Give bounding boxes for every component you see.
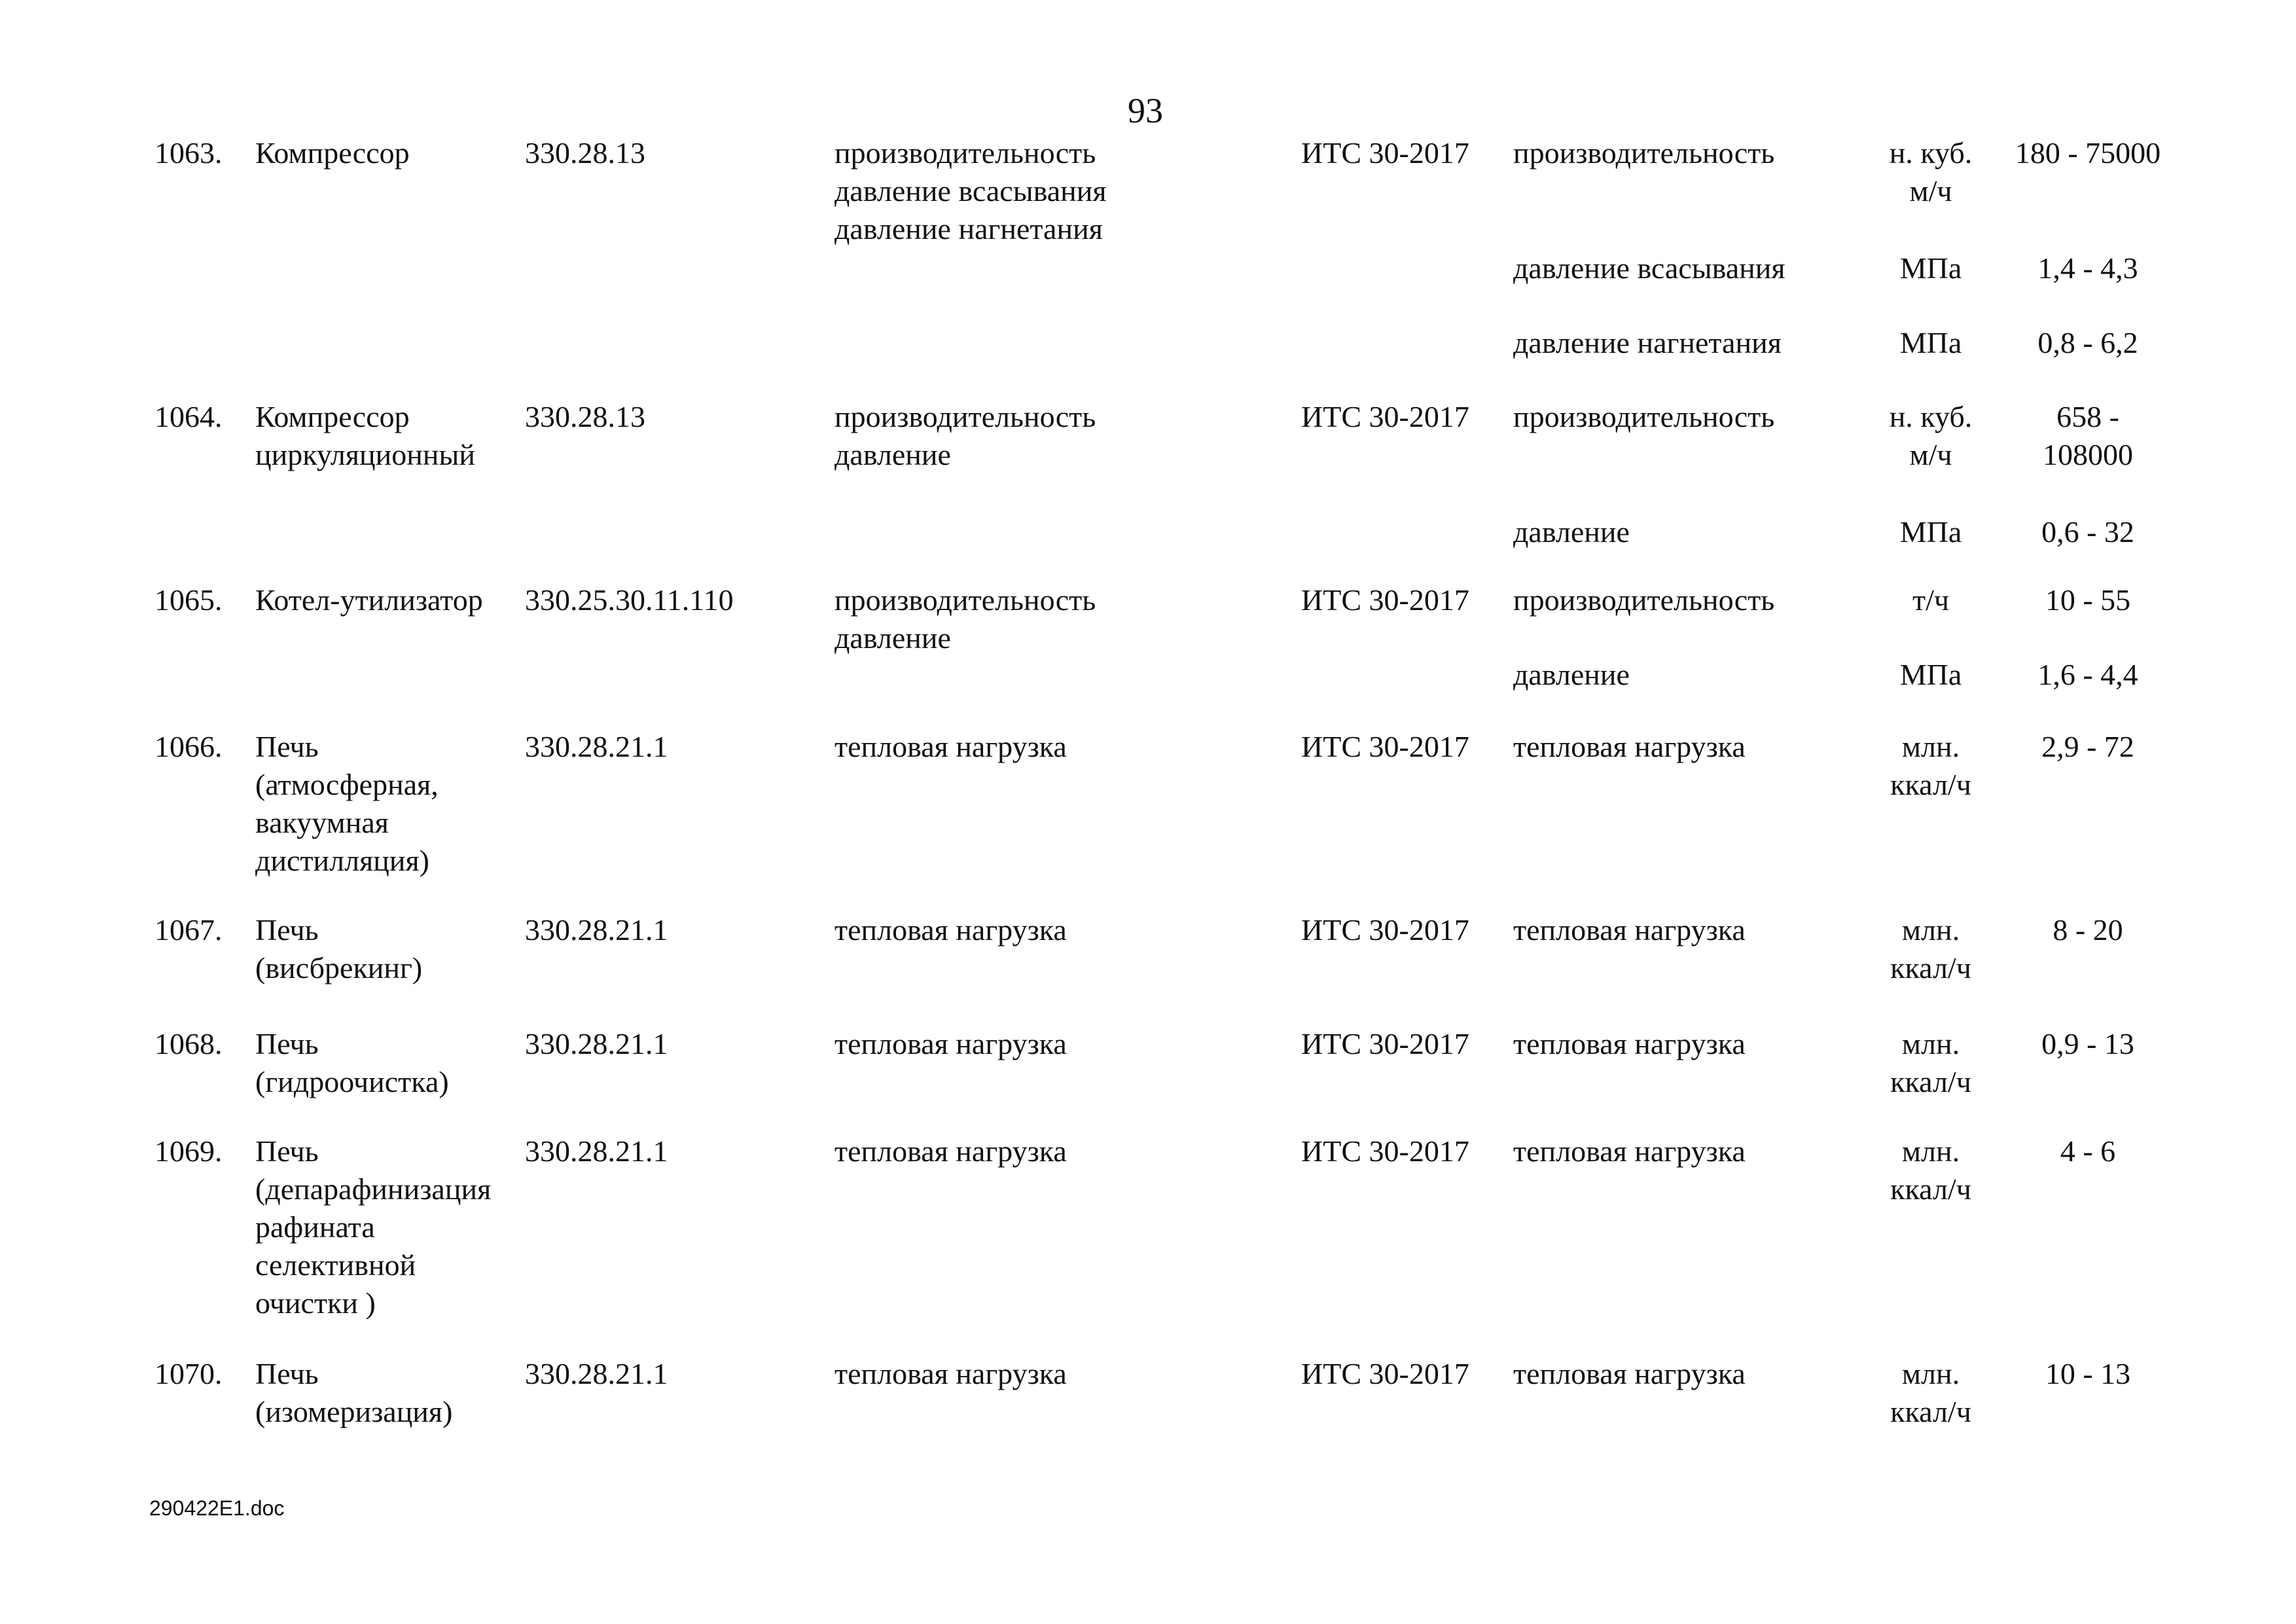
equipment-name xyxy=(255,134,410,172)
equipment-name xyxy=(255,911,422,987)
parameter-unit-line: ккал/ч xyxy=(1890,1172,1971,1206)
okpd-code: 330.28.21.1 xyxy=(525,1027,668,1060)
parameter-unit-line: млн. xyxy=(1901,730,1960,763)
okpd-code: 330.25.30.11.110 xyxy=(525,583,734,617)
footer-filename: 290422E1.doc xyxy=(149,1496,285,1520)
characteristics-line: производительность xyxy=(834,136,1096,170)
characteristics xyxy=(834,1025,1067,1063)
parameter-unit xyxy=(1885,1025,1977,1101)
characteristics-line: тепловая нагрузка xyxy=(834,730,1067,763)
characteristics-line: тепловая нагрузка xyxy=(834,1027,1067,1060)
reference-document: ИТС 30-2017 xyxy=(1301,1134,1469,1168)
parameter-range-line: 180 - 75000 xyxy=(2015,136,2161,170)
characteristics xyxy=(834,581,1096,657)
equipment-name-line: циркуляционный xyxy=(255,438,476,471)
characteristics-line: давление xyxy=(834,438,951,471)
parameter-range-line: 108000 xyxy=(2043,438,2133,471)
equipment-name-line: вакуумная xyxy=(255,806,389,839)
parameter-range xyxy=(1990,911,2186,949)
equipment-name-line: Компрессор xyxy=(255,400,410,433)
parameter-unit xyxy=(1885,1132,1977,1208)
characteristics-line: производительность xyxy=(834,400,1096,433)
parameter-name: производительность xyxy=(1513,136,1775,170)
okpd-code: 330.28.21.1 xyxy=(525,1357,668,1390)
parameter-range-line: 0,9 - 13 xyxy=(2041,1027,2134,1060)
parameter-name: давление всасывания xyxy=(1513,251,1785,285)
parameter-range xyxy=(1990,656,2186,694)
page-number: 93 xyxy=(1128,91,1163,130)
characteristics xyxy=(834,398,1096,474)
reference-document: ИТС 30-2017 xyxy=(1301,1027,1469,1060)
parameter-range xyxy=(1990,581,2186,619)
parameter-unit-line: н. куб. xyxy=(1889,136,1973,170)
equipment-name-line: (изомеризация) xyxy=(255,1395,453,1428)
characteristics-line: тепловая нагрузка xyxy=(834,1357,1067,1390)
okpd-code: 330.28.21.1 xyxy=(525,913,668,947)
equipment-name-line: (атмосферная, xyxy=(255,768,439,801)
equipment-name xyxy=(255,728,439,880)
equipment-name-line: (висбрекинг) xyxy=(255,951,423,984)
parameter-name: тепловая нагрузка xyxy=(1513,730,1746,763)
parameter-range-line: 4 - 6 xyxy=(2060,1134,2116,1168)
characteristics xyxy=(834,728,1067,766)
parameter-range-line: 8 - 20 xyxy=(2053,913,2123,947)
parameter-unit xyxy=(1885,728,1977,804)
equipment-name-line: селективной xyxy=(255,1248,416,1282)
parameter-unit xyxy=(1885,134,1977,210)
parameter-unit xyxy=(1885,324,1977,362)
parameter-unit-line: МПа xyxy=(1899,326,1962,359)
parameter-unit-line: МПа xyxy=(1899,658,1962,691)
parameter-range xyxy=(1990,513,2186,551)
parameter-name: давление xyxy=(1513,658,1630,691)
parameter-range-line: 1,4 - 4,3 xyxy=(2037,251,2138,285)
parameter-range xyxy=(1990,1025,2186,1063)
reference-document: ИТС 30-2017 xyxy=(1301,583,1469,617)
equipment-name xyxy=(255,581,483,619)
parameter-unit-line: МПа xyxy=(1899,515,1962,549)
parameter-range-line: 658 - xyxy=(2056,400,2119,433)
parameter-name: тепловая нагрузка xyxy=(1513,913,1746,947)
parameter-range-line: 0,6 - 32 xyxy=(2041,515,2134,549)
row-number: 1064. xyxy=(154,400,223,433)
equipment-name-line: очистки ) xyxy=(255,1286,376,1320)
characteristics-line: производительность xyxy=(834,583,1096,617)
characteristics xyxy=(834,1355,1067,1393)
equipment-name-line: Печь xyxy=(255,1134,319,1168)
equipment-name-line: Компрессор xyxy=(255,136,410,170)
parameter-unit-line: МПа xyxy=(1899,251,1962,285)
parameter-range-line: 0,8 - 6,2 xyxy=(2037,326,2138,359)
parameter-unit xyxy=(1885,656,1977,694)
equipment-name-line: дистилляция) xyxy=(255,844,429,877)
reference-document: ИТС 30-2017 xyxy=(1301,913,1469,947)
parameter-range-line: 10 - 13 xyxy=(2045,1357,2131,1390)
equipment-name-line: (депарафинизация xyxy=(255,1172,492,1206)
parameter-name: давление xyxy=(1513,515,1630,549)
okpd-code: 330.28.13 xyxy=(525,400,645,433)
parameter-range xyxy=(1990,728,2186,766)
parameter-unit-line: м/ч xyxy=(1909,438,1952,471)
equipment-name-line: Печь xyxy=(255,913,319,947)
parameter-unit-line: млн. xyxy=(1901,913,1960,947)
equipment-name-line: Котел-утилизатор xyxy=(255,583,483,617)
characteristics xyxy=(834,911,1067,949)
parameter-unit-line: ккал/ч xyxy=(1890,1065,1971,1098)
parameter-unit-line: ккал/ч xyxy=(1890,951,1971,984)
parameter-unit-line: м/ч xyxy=(1909,174,1952,208)
reference-document: ИТС 30-2017 xyxy=(1301,136,1469,170)
parameter-range xyxy=(1990,1355,2186,1393)
parameter-unit-line: млн. xyxy=(1901,1134,1960,1168)
parameter-range xyxy=(1990,324,2186,362)
parameter-name: тепловая нагрузка xyxy=(1513,1027,1746,1060)
row-number: 1069. xyxy=(154,1134,223,1168)
parameter-unit-line: ккал/ч xyxy=(1890,1395,1971,1428)
parameter-range xyxy=(1990,134,2186,172)
okpd-code: 330.28.21.1 xyxy=(525,730,668,763)
reference-document: ИТС 30-2017 xyxy=(1301,400,1469,433)
parameter-unit xyxy=(1885,911,1977,987)
row-number: 1070. xyxy=(154,1357,223,1390)
parameter-range xyxy=(1990,398,2186,474)
parameter-range xyxy=(1990,249,2186,287)
parameter-unit-line: ккал/ч xyxy=(1890,768,1971,801)
equipment-name-line: Печь xyxy=(255,1027,319,1060)
okpd-code: 330.28.13 xyxy=(525,136,645,170)
parameter-name: производительность xyxy=(1513,583,1775,617)
row-number: 1068. xyxy=(154,1027,223,1060)
characteristics xyxy=(834,1132,1067,1170)
parameter-name: давление нагнетания xyxy=(1513,326,1782,359)
parameter-unit xyxy=(1885,1355,1977,1431)
characteristics-line: тепловая нагрузка xyxy=(834,913,1067,947)
parameter-unit-line: млн. xyxy=(1901,1357,1960,1390)
characteristics-line: давление всасывания xyxy=(834,174,1107,208)
parameter-range-line: 10 - 55 xyxy=(2045,583,2131,617)
characteristics-line: тепловая нагрузка xyxy=(834,1134,1067,1168)
parameter-range-line: 1,6 - 4,4 xyxy=(2037,658,2138,691)
parameter-unit-line: т/ч xyxy=(1912,583,1950,617)
parameter-unit xyxy=(1885,249,1977,287)
reference-document: ИТС 30-2017 xyxy=(1301,730,1469,763)
characteristics-line: давление xyxy=(834,621,951,655)
row-number: 1066. xyxy=(154,730,223,763)
parameter-unit-line: н. куб. xyxy=(1889,400,1973,433)
parameter-unit xyxy=(1885,398,1977,474)
equipment-name xyxy=(255,1025,449,1101)
row-number: 1063. xyxy=(154,136,223,170)
reference-document: ИТС 30-2017 xyxy=(1301,1357,1469,1390)
characteristics-line: давление нагнетания xyxy=(834,212,1103,245)
okpd-code: 330.28.21.1 xyxy=(525,1134,668,1168)
equipment-name xyxy=(255,1132,491,1322)
parameter-range xyxy=(1990,1132,2186,1170)
equipment-name xyxy=(255,398,475,474)
equipment-name xyxy=(255,1355,452,1431)
row-number: 1067. xyxy=(154,913,223,947)
row-number: 1065. xyxy=(154,583,223,617)
parameter-range-line: 2,9 - 72 xyxy=(2041,730,2134,763)
equipment-name-line: рафината xyxy=(255,1210,375,1244)
equipment-name-line: (гидроочистка) xyxy=(255,1065,449,1098)
parameter-unit xyxy=(1885,581,1977,619)
characteristics xyxy=(834,134,1107,248)
parameter-name: тепловая нагрузка xyxy=(1513,1134,1746,1168)
parameter-name: тепловая нагрузка xyxy=(1513,1357,1746,1390)
parameter-unit xyxy=(1885,513,1977,551)
parameter-name: производительность xyxy=(1513,400,1775,433)
equipment-name-line: Печь xyxy=(255,1357,319,1390)
equipment-name-line: Печь xyxy=(255,730,319,763)
parameter-unit-line: млн. xyxy=(1901,1027,1960,1060)
